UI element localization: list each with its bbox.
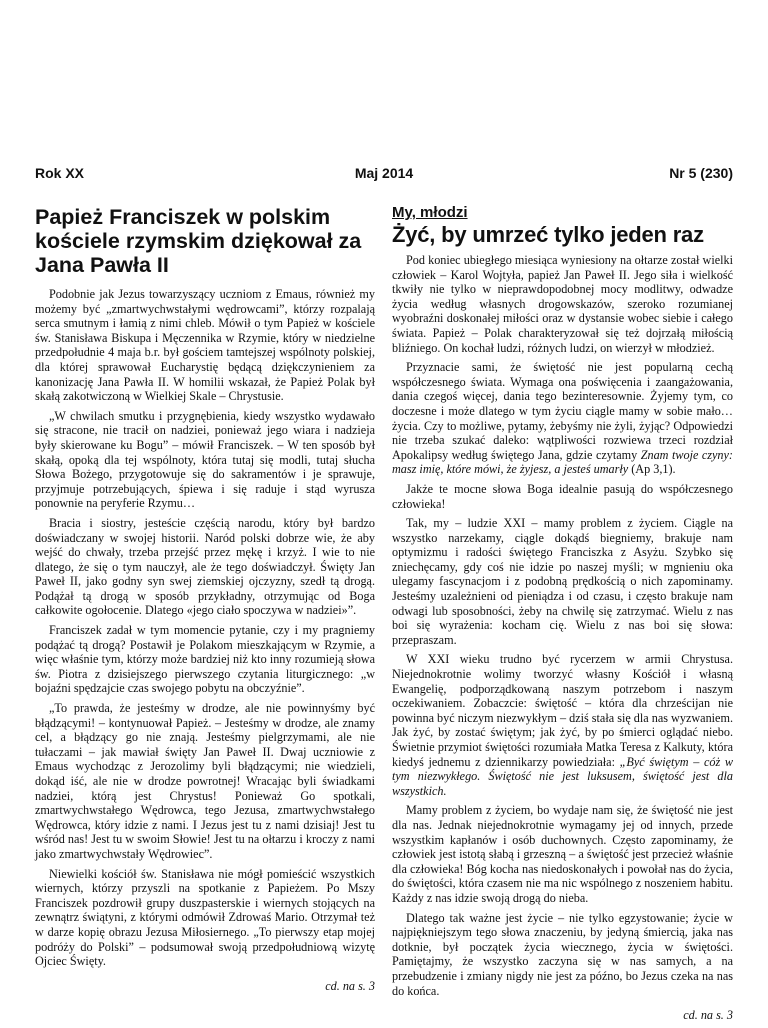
right-continuation: cd. na s. 3 [683, 1008, 733, 1023]
right-article [392, 205, 733, 1028]
left-article [35, 205, 375, 998]
right-paragraph-3: Jakże te mocne słowa Boga idealnie pasują do współczesnego człowieka! [392, 481, 733, 511]
left-paragraph-2: „W chwilach smutku i przygnębienia, kiedy wszystko wydawało się stracone, nie tracił on nadziei, ponieważ jego wiara i nadzieja były skierowane ku Bogu” – mówił Franciszek. – W ten sposób był skałą, opoką dla tej wspólnoty, która tutaj się modli, tutaj słucha Słowa Bożego, przygotowuje się do sakramentów i je sprawuje, przyjmuje potrzebujących, śpiewa i się raduje i stąd wyrusza ponownie na peryferie Rzymu… [35, 408, 375, 511]
right-paragraph-5-text: W XXI wieku trudno być rycerzem w armii Chrystusa. Niejednokrotnie wolimy tworzyć własny Kościół i własną Ewangelię, podporządkowaną naszym potrzebom i naszym oczekiwaniem. Zobaczcie: świętość – która dla chrześcijan nie powinna być niczym niezwykłym – dziś stała się dla nas wyzwaniem. Jak żyć, by zostać świętym; jak żyć, by po śmierci oglądać niebo. Świetnie przymiot świętości rozumiała Matka Teresa z Kalkuty, która kiedyś jednemu z dziennikarzy powiedziała: [392, 652, 733, 769]
left-paragraph-5: „To prawda, że jesteśmy w drodze, ale nie powinnyśmy być błądzącymi! – kontynuował Papież. – Jesteśmy w drodze, ale znamy cel, a błądzący go nie znają. Jesteśmy pielgrzymami, ale nie tułaczami – jak mawiał święty Jan Paweł II. Dwaj uczniowie z Emaus wychodząc z Jerozolimy byli błądzącymi; nie wiedzieli, dokąd iść, ale nie w drodze powrotnej! Wracając byli świadkami nadziei, którą jest Chrystus! Ponieważ Go spotkali, zmartwychwstałego Wędrowca, tego Jezusa, zmartwychwstałego Wędrowca, który idzie z nami. I Jezus jest tu z nami dzisiaj! Jest tu wśród nas! Jest tu w swoim Słowie! Jest tu na ołtarzu i kroczy z nami jako zmartwychwstały Wędrowiec”. [35, 701, 375, 861]
left-continuation: cd. na s. 3 [325, 978, 375, 993]
right-paragraph-2-text: Przyznacie sami, że świętość nie jest popularną cechą współczesnego świata. Wymaga ona poświęcenia i zaangażowania, dania czegoś więcej, dania tego bezinteresownie. Żyjemy tym, co doczesne i może dlatego w tym życiu ciągle mamy w sobie mało… życia. Czy to możliwe, pytamy, żebyśmy nie żyli, żyjąc? Odpowiedzi nie trzeba szukać daleko: wątpliwości rozwiewa trzeci rozdział Apokalipsy według świętego Jana, gdzie czytamy [392, 360, 733, 462]
left-paragraph-3: Bracia i siostry, jesteście częścią narodu, który był bardzo doświadczany w swojej historii. Naród polski dobrze wie, że aby wejść do chwały, trzeba przejść przez mękę i krzyż. I wie to nie dlatego, że się o tym nauczył, ale że tego doświadczył. Święty Jan Paweł II, jako godny syn swej ziemskiej ojczyzny, szedł tą drogą. Podążał tą drogą w sposób przykładny, otrzymując od Boga całkowite ogołocenie. Dlatego «jego ciało spoczywa w nadziei»”. [35, 515, 375, 618]
right-paragraph-1: Pod koniec ubiegłego miesiąca wyniesiony na ołtarze został wielki człowiek – Karol Wojtyła, papież Jan Paweł II. Jego siła i wielkość tkwiły nie tylko w nieprawdopodobnej mocy modlitwy, odwadze życia według własnych drogowskazów, szeroko rozumianej wyobraźni doskonałej miłości oraz w dystansie wobec siebie i całego świata. Papież – Polak charakteryzował się też dojrzałą miłością bliźniego. On kochał ludzi, różnych ludzi, on wierzył w młodzież. [392, 253, 733, 355]
right-article-title: Żyć, by umrzeć tylko jeden raz [392, 222, 704, 247]
right-paragraph-5 [392, 652, 733, 798]
section-kicker: My, młodzi [392, 204, 468, 221]
issue-number: Nr 5 (230) [669, 165, 733, 181]
right-paragraph-7: Dlatego tak ważne jest życie – nie tylko egzystowanie; życie w najpiękniejszym tego słowa znaczeniu, by jedyną śmiercią, jaka nas dotknie, był początek życia wiecznego, życia w świętości. Pamiętajmy, że wszystko zaczyna się w nas samych, a na przebudzenie i zmiany nigdy nie jest za późno, bo Jezus czeka na nas do końca. [392, 910, 733, 998]
left-article-title: Papież Franciszek w polskim kościele rzymskim dziękował za Jana Pawła II [35, 205, 362, 277]
left-paragraph-1: Podobnie jak Jezus towarzyszący uczniom z Emaus, również my możemy być „zmartwychwstałymi wędrowcami”, którzy rozpalają serca smutnym i łamią z nimi chleb. Mówił o tym Papież w kościele św. Stanisława Biskupa i Męczennika w Rzymie, który w niedzielne przedpołudnie 4 maja b.r. był gościem tamtejszej wspólnoty polskiej, dla której sprawował Eucharystię będącą dziękczynieniem za kanonizację Jana Pawła II. W homilii wskazał, że Papież Polak był skałą zakotwiczoną w Wielkiej Skale – Chrystusie. [35, 287, 375, 404]
left-paragraph-6: Niewielki kościół św. Stanisława nie mógł pomieścić wszystkich wiernych, którzy przyszli na spotkanie z Papieżem. Po Mszy Franciszek pozdrowił grupy duszpasterskie i wiernych stojących na zewnątrz świątyni, z którymi odmówił Zdrowaś Mario. Otrzymał też w darze kopię obrazu Jezusa Miłosiernego. „To pierwszy etap mojej podróży do Polski” – podsumował swoją przedpołudniową wizytę Ojciec Święty. [35, 866, 375, 969]
issue-date: Maj 2014 [354, 165, 414, 181]
right-paragraph-4: Tak, my – ludzie XXI – mamy problem z życiem. Ciągle na wszystko narzekamy, ciągle dokądś biegniemy, brakuje nam optymizmu i radości świętego Franciszka z Asyżu. Szybko się zniechęcamy, gdy coś nie idzie po naszej myśli; w mgnieniu oka ulegamy fascynacjom i z podobną prędkością o nich zapominamy. Jesteśmy uzależnieni od pieniądza i od czasu, i często brakuje nam odwagi lub sposobności, żeby na chwilę się zatrzymać. Wielu z nas boi się wyrażenia: kocham cię. Wielu z nas boi się słowa: przepraszam. [392, 516, 733, 647]
volume-label: Rok XX [35, 165, 85, 181]
left-paragraph-4: Franciszek zadał w tym momencie pytanie, czy i my pragniemy podążać tą drogą? Postawił je Polakom mieszkającym w Rzymie, a więc właśnie tym, którzy może bardziej niż kto inny rozumieją słowa św. Piotra z dzisiejszego pierwszego czytania liturgicznego: „w bojaźni spędzajcie czas swojego pobytu na obczyźnie”. [35, 623, 375, 696]
apocalypse-reference: (Ap 3,1). [628, 462, 676, 477]
right-paragraph-6: Mamy problem z życiem, bo wydaje nam się, że świętość nie jest dla nas. Jednak niejednokrotnie wymagamy jej od innych, przede wszystkim kapłanów i osób duchownych. Często zapominamy, że człowiek jest istotą słabą i grzeszną – a świętość jest przecież właśnie dla człowieka! Bóg kocha nas niedoskonałych i powołał nas do życia, do świętości, która czasem nie ma nic wspólnego z noszeniem habitu. Każdy z nas idzie swoją drogą do nieba. [392, 803, 733, 905]
apocalypse-quote: Znam twoje czyny: masz imię, które mówi, że żyjesz, a jesteś umarły [392, 447, 733, 477]
right-paragraph-2 [392, 360, 733, 477]
page-header [35, 165, 733, 185]
teresa-quote: „Być świętym – cóż w tym niezwykłego. Świętość nie jest luksusem, świętość jest dla wszystkich. [392, 754, 733, 798]
